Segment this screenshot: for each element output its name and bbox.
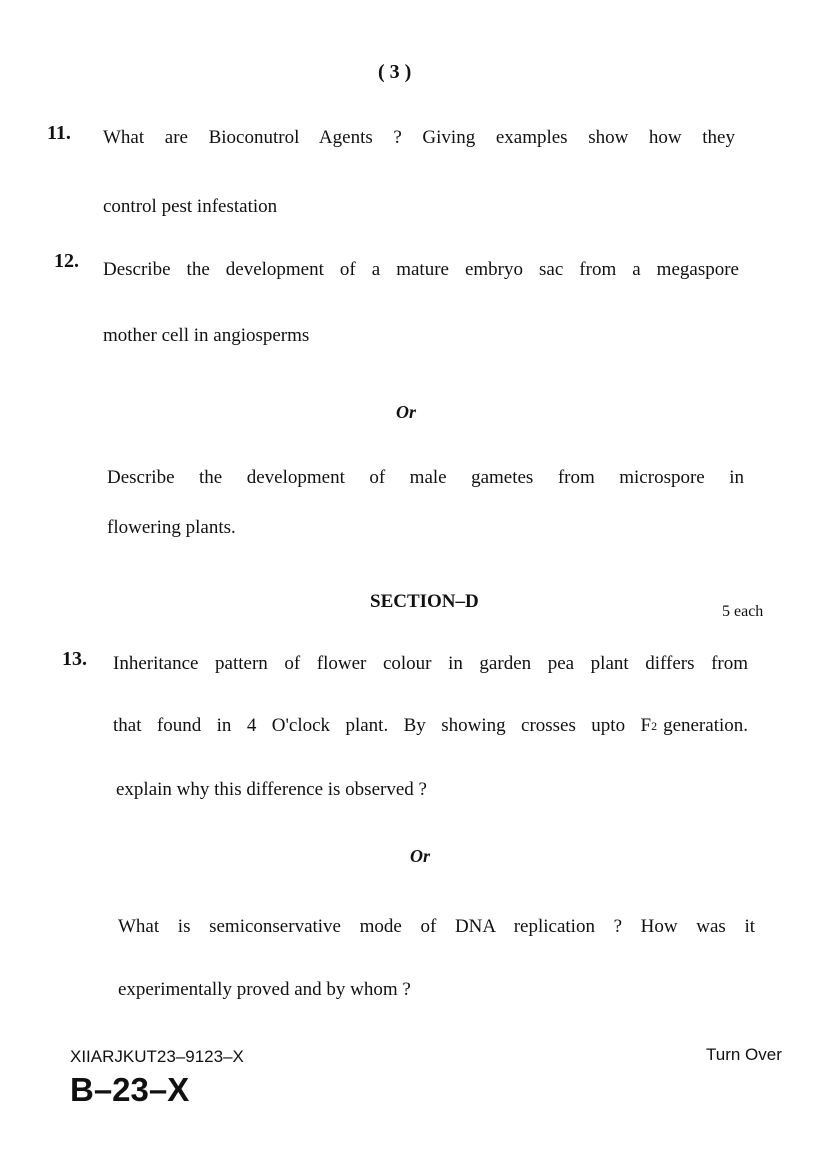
question-12-line-2: mother cell in angiosperms [103, 325, 310, 346]
turn-over-label: Turn Over [706, 1045, 782, 1064]
section-title: SECTION–D [370, 591, 479, 612]
page-number: ( 3 ) [378, 61, 412, 83]
question-13-line-2-text: that found in 4 O'clock plant. By showing crosses upto F [113, 715, 652, 736]
question-13-alt-line-2: experimentally proved and by whom ? [118, 979, 411, 1000]
series-code: B–23–X [70, 1071, 190, 1108]
question-11-line-2: control pest infestation [103, 196, 278, 217]
section-marks: 5 each [722, 603, 764, 620]
question-12-line-1: Describe the development of a mature embryo sac from a megaspore [103, 259, 739, 280]
question-12-alt-line-2: flowering plants. [107, 517, 236, 538]
question-11-line-1: What are Bioconutrol Agents ? Giving examples show how they [103, 127, 735, 148]
or-label: Or [410, 846, 431, 866]
question-number-13: 13. [62, 648, 87, 670]
subscript: 2 [651, 719, 658, 733]
question-13-line-3: explain why this difference is observed ? [116, 779, 427, 800]
question-13-line-1: Inheritance pattern of flower colour in garden pea plant differs from [113, 653, 748, 674]
question-number-11: 11. [47, 122, 71, 144]
question-13-line-2 [113, 714, 748, 738]
question-13-line-2-end: generation. [663, 715, 748, 736]
paper-code: XIIARJKUT23–9123–X [70, 1047, 244, 1066]
question-number-12: 12. [54, 250, 79, 272]
or-label: Or [396, 402, 417, 422]
question-12-alt-line-1: Describe the development of male gametes from microspore in [107, 467, 744, 488]
question-13-alt-line-1: What is semiconservative mode of DNA replication ? How was it [118, 916, 755, 937]
